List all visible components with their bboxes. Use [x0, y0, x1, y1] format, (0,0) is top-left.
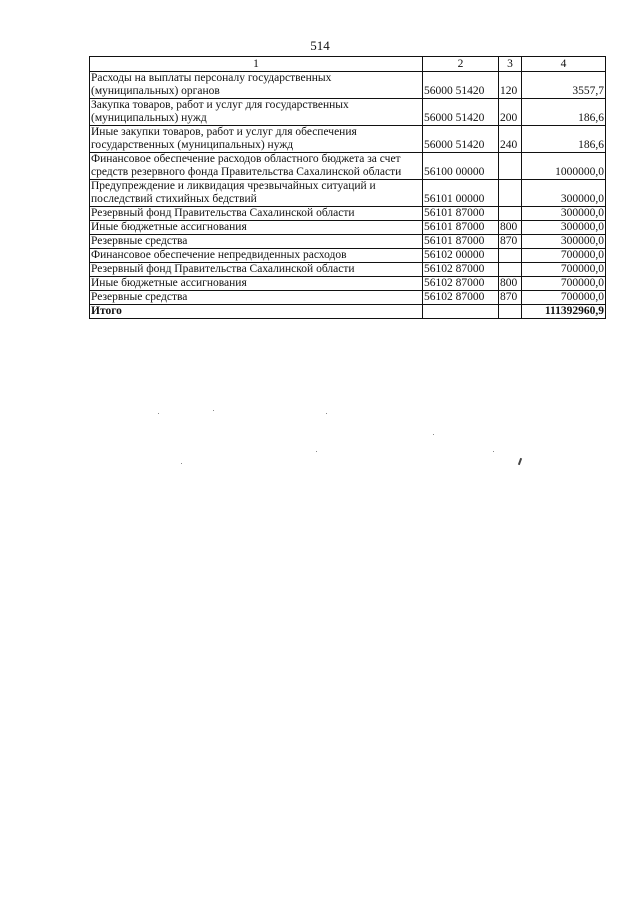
table-row — [90, 99, 606, 126]
row-amount: 700000,0 — [522, 291, 606, 305]
row-code: 56100 00000 — [423, 153, 499, 180]
row-name: Финансовое обеспечение непредвиденных расходов — [90, 249, 423, 263]
column-header-2: 2 — [423, 57, 499, 72]
row-code: 56102 87000 — [423, 277, 499, 291]
row-amount: 186,6 — [522, 126, 606, 153]
column-header-4: 4 — [522, 57, 606, 72]
row-name: Иные бюджетные ассигнования — [90, 277, 423, 291]
column-header-3: 3 — [499, 57, 522, 72]
row-expense-type — [499, 207, 522, 221]
row-name: Иные бюджетные ассигнования — [90, 221, 423, 235]
row-amount: 1000000,0 — [522, 153, 606, 180]
row-amount: 300000,0 — [522, 207, 606, 221]
row-expense-type — [499, 249, 522, 263]
row-code: 56000 51420 — [423, 72, 499, 99]
row-expense-type: 870 — [499, 235, 522, 249]
row-name: Резервный фонд Правительства Сахалинской области — [90, 263, 423, 277]
row-name: Иные закупки товаров, работ и услуг для обеспечения государственных (муниципальных) нужд — [90, 126, 423, 153]
row-code: 56102 00000 — [423, 249, 499, 263]
total-empty-cell — [423, 305, 499, 319]
row-name: Закупка товаров, работ и услуг для государственных (муниципальных) нужд — [90, 99, 423, 126]
scan-speck — [158, 413, 159, 414]
budget-table — [89, 56, 606, 319]
row-name: Резервный фонд Правительства Сахалинской области — [90, 207, 423, 221]
row-expense-type — [499, 153, 522, 180]
row-amount: 186,6 — [522, 99, 606, 126]
table-row — [90, 72, 606, 99]
row-code: 56102 87000 — [423, 291, 499, 305]
row-name: Финансовое обеспечение расходов областного бюджета за счет средств резервного фонда Правительства Сахалинской области — [90, 153, 423, 180]
table-row — [90, 291, 606, 305]
row-expense-type: 800 — [499, 221, 522, 235]
row-expense-type: 240 — [499, 126, 522, 153]
table-row — [90, 235, 606, 249]
row-name: Расходы на выплаты персоналу государственных (муниципальных) органов — [90, 72, 423, 99]
table-row — [90, 277, 606, 291]
column-header-1: 1 — [90, 57, 423, 72]
table-row — [90, 207, 606, 221]
row-code: 56101 87000 — [423, 207, 499, 221]
row-code: 56000 51420 — [423, 99, 499, 126]
total-amount: 111392960,9 — [522, 305, 606, 319]
row-expense-type — [499, 180, 522, 207]
row-code: 56101 87000 — [423, 221, 499, 235]
row-expense-type: 870 — [499, 291, 522, 305]
row-expense-type: 120 — [499, 72, 522, 99]
row-expense-type: 800 — [499, 277, 522, 291]
row-code: 56102 87000 — [423, 263, 499, 277]
row-name: Резервные средства — [90, 291, 423, 305]
scan-mark — [518, 458, 522, 465]
scan-speck — [181, 463, 182, 464]
table-row — [90, 153, 606, 180]
row-name: Резервные средства — [90, 235, 423, 249]
scan-speck — [493, 451, 494, 452]
total-empty-cell — [499, 305, 522, 319]
table-row — [90, 180, 606, 207]
table-header-row — [90, 57, 606, 72]
row-amount: 300000,0 — [522, 235, 606, 249]
row-code: 56101 87000 — [423, 235, 499, 249]
scan-speck — [316, 451, 317, 452]
scan-speck — [213, 410, 214, 411]
page-number: 514 — [310, 38, 330, 53]
scan-speck — [433, 434, 434, 435]
row-amount: 700000,0 — [522, 263, 606, 277]
table-row — [90, 126, 606, 153]
table-row — [90, 249, 606, 263]
row-code: 56000 51420 — [423, 126, 499, 153]
table-row — [90, 263, 606, 277]
row-name: Предупреждение и ликвидация чрезвычайных ситуаций и последствий стихийных бедствий — [90, 180, 423, 207]
row-amount: 3557,7 — [522, 72, 606, 99]
row-amount: 300000,0 — [522, 221, 606, 235]
table-row — [90, 221, 606, 235]
row-amount: 300000,0 — [522, 180, 606, 207]
row-amount: 700000,0 — [522, 249, 606, 263]
total-label: Итого — [90, 305, 423, 319]
row-expense-type — [499, 263, 522, 277]
scan-speck — [326, 413, 327, 414]
row-amount: 700000,0 — [522, 277, 606, 291]
total-row — [90, 305, 606, 319]
row-code: 56101 00000 — [423, 180, 499, 207]
row-expense-type: 200 — [499, 99, 522, 126]
